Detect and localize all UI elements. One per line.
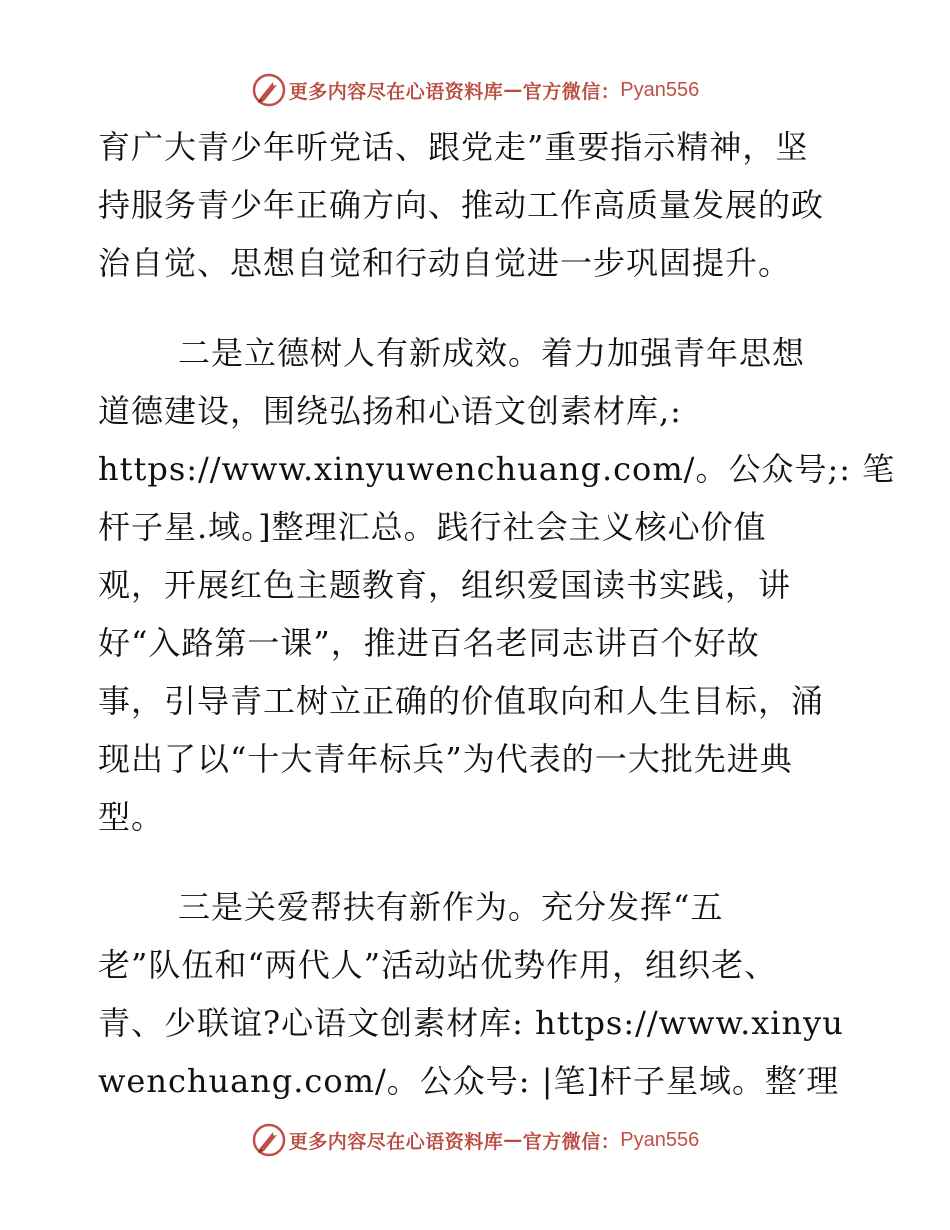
text-line: 青、少联谊?心语文创素材库: https://www.xinyu <box>98 1004 844 1042</box>
banner-wechat-id: Pyan556 <box>620 78 700 101</box>
text-line: 型。 <box>98 798 165 836</box>
text-line: 现出了以“十大青年标兵”为代表的一大批先进典 <box>98 740 793 778</box>
text-line: 老”队伍和“两代人”活动站优势作用，组织老、 <box>98 946 778 984</box>
pen-logo-icon <box>251 1122 287 1158</box>
banner-separator: — <box>503 79 523 101</box>
banner-wechat-label: 官方微信： <box>522 80 621 103</box>
text-line: 治自觉、思想自觉和行动自觉进一步巩固提升。 <box>98 244 792 282</box>
banner-wechat-id: Pyan556 <box>620 1128 700 1151</box>
text-line: wenchuang.com/。公众号: |笔]杆子星域。整′理 <box>98 1062 840 1100</box>
paragraph-2 <box>98 324 896 846</box>
banner-wechat-label: 官方微信： <box>522 1130 621 1153</box>
paragraph-1 <box>98 118 858 292</box>
text-line: 三是关爱帮扶有新作为。充分发挥“五 <box>178 888 724 926</box>
text-line: 二是立德树人有新成效。着力加强青年思想 <box>178 334 806 372</box>
paragraph-3 <box>98 878 858 1110</box>
header-banner <box>0 70 950 110</box>
text-line: 好“入路第一课”，推进百名老同志讲百个好故 <box>98 624 760 662</box>
text-line: 育广大青少年听党话、跟党走”重要指示精神，坚 <box>98 128 809 166</box>
document-body <box>98 118 896 1110</box>
text-line: https://www.xinyuwenchuang.com/。公众号;: 笔 <box>98 450 896 488</box>
text-line: 道德建设，围绕弘扬和心语文创素材库,: <box>98 392 682 430</box>
banner-separator: — <box>503 1129 523 1151</box>
footer-banner <box>0 1120 950 1160</box>
pen-logo-icon <box>251 72 287 108</box>
banner-promo-text: 更多内容尽在心语资料库 <box>288 1130 504 1153</box>
text-line: 持服务青少年正确方向、推动工作高质量发展的政 <box>98 186 825 224</box>
text-line: 杆子星.域。]整理汇总。践行社会主义核心价值 <box>98 508 767 546</box>
text-line: 观，开展红色主题教育，组织爱国读书实践，讲 <box>98 566 792 604</box>
text-line: 事，引导青工树立正确的价值取向和人生目标，涌 <box>98 682 825 720</box>
banner-promo-text: 更多内容尽在心语资料库 <box>288 80 504 103</box>
